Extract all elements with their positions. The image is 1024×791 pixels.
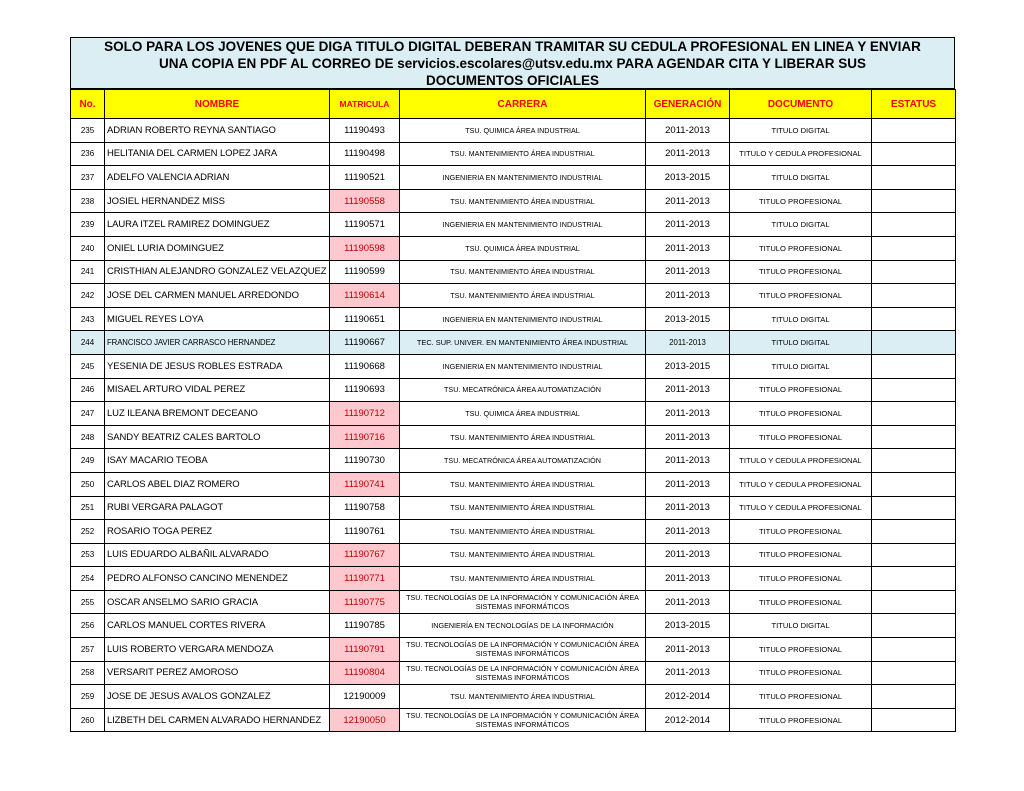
cell-nombre[interactable]: JOSE DEL CARMEN MANUEL ARREDONDO (105, 284, 330, 308)
cell-nombre[interactable]: ADRIAN ROBERTO REYNA SANTIAGO (105, 119, 330, 143)
table-row[interactable] (71, 543, 956, 567)
cell-documento[interactable]: TITULO DIGITAL (730, 166, 872, 190)
cell-generacion[interactable]: 2011-2013 (646, 638, 730, 662)
cell-no[interactable]: 258 (71, 661, 105, 685)
cell-matricula[interactable]: 11190693 (330, 378, 400, 402)
cell-no[interactable]: 242 (71, 284, 105, 308)
cell-generacion[interactable]: 2011-2013 (646, 402, 730, 426)
cell-no[interactable]: 246 (71, 378, 105, 402)
cell-documento[interactable]: TITULO PROFESIONAL (730, 543, 872, 567)
cell-generacion[interactable]: 2011-2013 (646, 496, 730, 520)
cell-estatus[interactable] (872, 236, 956, 260)
cell-matricula[interactable]: 11190712 (330, 402, 400, 426)
cell-generacion[interactable]: 2011-2013 (646, 142, 730, 166)
cell-no[interactable]: 247 (71, 402, 105, 426)
cell-generacion[interactable]: 2011-2013 (646, 213, 730, 237)
cell-carrera[interactable]: TSU. MANTENIMIENTO ÁREA INDUSTRIAL (400, 284, 646, 308)
cell-no[interactable]: 237 (71, 166, 105, 190)
cell-documento[interactable]: TITULO PROFESIONAL (730, 284, 872, 308)
cell-matricula[interactable]: 11190558 (330, 189, 400, 213)
cell-documento[interactable]: TITULO PROFESIONAL (730, 378, 872, 402)
cell-carrera[interactable]: TSU. MANTENIMIENTO ÁREA INDUSTRIAL (400, 685, 646, 709)
table-row[interactable] (71, 708, 956, 732)
cell-documento[interactable]: TITULO PROFESIONAL (730, 402, 872, 426)
cell-matricula[interactable]: 11190761 (330, 520, 400, 544)
cell-matricula[interactable]: 11190791 (330, 638, 400, 662)
cell-carrera[interactable]: INGENIERIA EN MANTENIMIENTO INDUSTRIAL (400, 307, 646, 331)
table-row[interactable] (71, 638, 956, 662)
cell-nombre[interactable]: JOSIEL HERNANDEZ MISS (105, 189, 330, 213)
cell-documento[interactable]: TITULO Y CEDULA PROFESIONAL (730, 142, 872, 166)
cell-no[interactable]: 253 (71, 543, 105, 567)
cell-estatus[interactable] (872, 472, 956, 496)
cell-generacion[interactable]: 2011-2013 (646, 543, 730, 567)
cell-carrera[interactable]: INGENIERIA EN MANTENIMIENTO INDUSTRIAL (400, 166, 646, 190)
cell-carrera[interactable]: TSU. TECNOLOGÍAS DE LA INFORMACIÓN Y COMUNICACIÓN ÁREA SISTEMAS INFORMÁTICOS (400, 590, 646, 614)
cell-documento[interactable]: TITULO PROFESIONAL (730, 708, 872, 732)
cell-matricula[interactable]: 11190804 (330, 661, 400, 685)
cell-estatus[interactable] (872, 402, 956, 426)
cell-matricula[interactable]: 11190785 (330, 614, 400, 638)
cell-estatus[interactable] (872, 142, 956, 166)
table-row[interactable] (71, 260, 956, 284)
table-row[interactable] (71, 284, 956, 308)
cell-estatus[interactable] (872, 567, 956, 591)
cell-carrera[interactable]: TSU. QUIMICA ÁREA INDUSTRIAL (400, 236, 646, 260)
table-row[interactable] (71, 425, 956, 449)
cell-nombre[interactable]: CARLOS MANUEL CORTES RIVERA (105, 614, 330, 638)
cell-matricula[interactable]: 12190009 (330, 685, 400, 709)
cell-estatus[interactable] (872, 520, 956, 544)
cell-nombre[interactable]: LUIS ROBERTO VERGARA MENDOZA (105, 638, 330, 662)
table-row[interactable] (71, 119, 956, 143)
cell-matricula[interactable]: 11190493 (330, 119, 400, 143)
cell-no[interactable]: 256 (71, 614, 105, 638)
cell-matricula[interactable]: 11190741 (330, 472, 400, 496)
notice-banner (70, 37, 955, 89)
table-row[interactable] (71, 378, 956, 402)
cell-generacion[interactable]: 2013-2015 (646, 166, 730, 190)
cell-no[interactable]: 255 (71, 590, 105, 614)
cell-no[interactable]: 251 (71, 496, 105, 520)
cell-documento[interactable]: TITULO Y CEDULA PROFESIONAL (730, 496, 872, 520)
table-row[interactable] (71, 567, 956, 591)
cell-nombre[interactable]: SANDY BEATRIZ CALES BARTOLO (105, 425, 330, 449)
header-generacion[interactable]: GENERACIÓN (646, 90, 730, 119)
cell-nombre[interactable]: PEDRO ALFONSO CANCINO MENENDEZ (105, 567, 330, 591)
cell-nombre[interactable]: HELITANIA DEL CARMEN LOPEZ JARA (105, 142, 330, 166)
table-row[interactable] (71, 166, 956, 190)
cell-documento[interactable]: TITULO DIGITAL (730, 213, 872, 237)
cell-estatus[interactable] (872, 496, 956, 520)
table-body (71, 119, 956, 732)
cell-no[interactable]: 235 (71, 119, 105, 143)
cell-nombre[interactable]: LUZ ILEANA BREMONT DECEANO (105, 402, 330, 426)
cell-generacion[interactable]: 2013-2015 (646, 354, 730, 378)
cell-generacion[interactable]: 2012-2014 (646, 708, 730, 732)
cell-carrera[interactable]: TSU. QUIMICA ÁREA INDUSTRIAL (400, 119, 646, 143)
cell-carrera[interactable]: INGENIERÍA EN TECNOLOGÍAS DE LA INFORMACIÓN (400, 614, 646, 638)
cell-carrera[interactable]: TSU. QUIMICA ÁREA INDUSTRIAL (400, 402, 646, 426)
cell-documento[interactable]: TITULO PROFESIONAL (730, 567, 872, 591)
cell-carrera[interactable]: TEC. SUP. UNIVER. EN MANTENIMIENTO ÁREA INDUSTRIAL (400, 331, 646, 355)
cell-matricula[interactable]: 11190716 (330, 425, 400, 449)
cell-estatus[interactable] (872, 425, 956, 449)
cell-documento[interactable]: TITULO DIGITAL (730, 614, 872, 638)
cell-estatus[interactable] (872, 166, 956, 190)
cell-nombre[interactable]: VERSARIT PEREZ AMOROSO (105, 661, 330, 685)
cell-no[interactable]: 244 (71, 331, 105, 355)
cell-estatus[interactable] (872, 614, 956, 638)
cell-documento[interactable]: TITULO PROFESIONAL (730, 236, 872, 260)
cell-carrera[interactable]: TSU. MANTENIMIENTO ÁREA INDUSTRIAL (400, 496, 646, 520)
cell-estatus[interactable] (872, 119, 956, 143)
cell-generacion[interactable]: 2012-2014 (646, 685, 730, 709)
table-row[interactable] (71, 685, 956, 709)
cell-no[interactable]: 236 (71, 142, 105, 166)
cell-carrera[interactable]: TSU. MANTENIMIENTO ÁREA INDUSTRIAL (400, 425, 646, 449)
table-row[interactable] (71, 331, 956, 355)
cell-estatus[interactable] (872, 354, 956, 378)
cell-documento[interactable]: TITULO PROFESIONAL (730, 590, 872, 614)
table-row[interactable] (71, 472, 956, 496)
cell-estatus[interactable] (872, 685, 956, 709)
cell-nombre[interactable]: CRISTHIAN ALEJANDRO GONZALEZ VELAZQUEZ (105, 260, 330, 284)
header-no[interactable]: No. (71, 90, 105, 119)
cell-carrera[interactable]: INGENIERIA EN MANTENIMIENTO INDUSTRIAL (400, 213, 646, 237)
cell-estatus[interactable] (872, 543, 956, 567)
cell-carrera[interactable]: TSU. MANTENIMIENTO ÁREA INDUSTRIAL (400, 543, 646, 567)
table-row[interactable] (71, 520, 956, 544)
cell-matricula[interactable]: 11190598 (330, 236, 400, 260)
cell-matricula[interactable]: 11190498 (330, 142, 400, 166)
cell-estatus[interactable] (872, 260, 956, 284)
cell-nombre[interactable]: OSCAR ANSELMO SARIO GRACIA (105, 590, 330, 614)
cell-estatus[interactable] (872, 638, 956, 662)
cell-no[interactable]: 245 (71, 354, 105, 378)
cell-documento[interactable]: TITULO Y CEDULA PROFESIONAL (730, 472, 872, 496)
cell-estatus[interactable] (872, 331, 956, 355)
cell-nombre[interactable]: ROSARIO TOGA PEREZ (105, 520, 330, 544)
cell-generacion[interactable]: 2011-2013 (646, 661, 730, 685)
cell-nombre[interactable]: ONIEL LURIA DOMINGUEZ (105, 236, 330, 260)
cell-no[interactable]: 239 (71, 213, 105, 237)
cell-generacion[interactable]: 2011-2013 (646, 590, 730, 614)
header-row (71, 90, 956, 119)
cell-documento[interactable]: TITULO DIGITAL (730, 119, 872, 143)
table-row[interactable] (71, 307, 956, 331)
cell-no[interactable]: 260 (71, 708, 105, 732)
spreadsheet (70, 37, 955, 732)
cell-estatus[interactable] (872, 590, 956, 614)
cell-generacion[interactable]: 2011-2013 (646, 331, 730, 355)
cell-carrera[interactable]: TSU. MECATRÓNICA ÁREA AUTOMATIZACIÓN (400, 378, 646, 402)
students-table (70, 89, 956, 732)
cell-carrera[interactable]: INGENIERIA EN MANTENIMIENTO INDUSTRIAL (400, 354, 646, 378)
cell-estatus[interactable] (872, 189, 956, 213)
header-nombre[interactable]: NOMBRE (105, 90, 330, 119)
cell-documento[interactable]: TITULO PROFESIONAL (730, 425, 872, 449)
cell-no[interactable]: 243 (71, 307, 105, 331)
cell-matricula[interactable]: 11190599 (330, 260, 400, 284)
cell-nombre[interactable]: CARLOS ABEL DIAZ ROMERO (105, 472, 330, 496)
cell-generacion[interactable]: 2013-2015 (646, 614, 730, 638)
cell-documento[interactable]: TITULO PROFESIONAL (730, 520, 872, 544)
cell-nombre[interactable]: JOSE DE JESUS AVALOS GONZALEZ (105, 685, 330, 709)
cell-carrera[interactable]: TSU. TECNOLOGÍAS DE LA INFORMACIÓN Y COMUNICACIÓN ÁREA SISTEMAS INFORMÁTICOS (400, 638, 646, 662)
cell-carrera[interactable]: TSU. MANTENIMIENTO ÁREA INDUSTRIAL (400, 189, 646, 213)
cell-estatus[interactable] (872, 708, 956, 732)
cell-no[interactable]: 240 (71, 236, 105, 260)
cell-documento[interactable]: TITULO DIGITAL (730, 354, 872, 378)
cell-carrera[interactable]: TSU. MANTENIMIENTO ÁREA INDUSTRIAL (400, 260, 646, 284)
cell-nombre[interactable]: FRANCISCO JAVIER CARRASCO HERNANDEZ (105, 331, 330, 355)
cell-carrera[interactable]: TSU. MANTENIMIENTO ÁREA INDUSTRIAL (400, 142, 646, 166)
cell-carrera[interactable]: TSU. MANTENIMIENTO ÁREA INDUSTRIAL (400, 520, 646, 544)
header-carrera[interactable]: CARRERA (400, 90, 646, 119)
cell-generacion[interactable]: 2011-2013 (646, 119, 730, 143)
cell-nombre[interactable]: ISAY MACARIO TEOBA (105, 449, 330, 473)
cell-nombre[interactable]: MIGUEL REYES LOYA (105, 307, 330, 331)
header-documento[interactable]: DOCUMENTO (730, 90, 872, 119)
cell-carrera[interactable]: TSU. TECNOLOGÍAS DE LA INFORMACIÓN Y COMUNICACIÓN ÁREA SISTEMAS INFORMÁTICOS (400, 661, 646, 685)
cell-generacion[interactable]: 2011-2013 (646, 284, 730, 308)
table-row[interactable] (71, 614, 956, 638)
table-row[interactable] (71, 213, 956, 237)
cell-matricula[interactable]: 11190521 (330, 166, 400, 190)
cell-nombre[interactable]: LIZBETH DEL CARMEN ALVARADO HERNANDEZ (105, 708, 330, 732)
cell-carrera[interactable]: TSU. MECATRÓNICA ÁREA AUTOMATIZACIÓN (400, 449, 646, 473)
cell-matricula[interactable]: 11190668 (330, 354, 400, 378)
cell-matricula[interactable]: 11190767 (330, 543, 400, 567)
cell-documento[interactable]: TITULO PROFESIONAL (730, 260, 872, 284)
table-row[interactable] (71, 354, 956, 378)
cell-estatus[interactable] (872, 661, 956, 685)
table-row[interactable] (71, 449, 956, 473)
cell-documento[interactable]: TITULO DIGITAL (730, 307, 872, 331)
cell-matricula[interactable]: 11190571 (330, 213, 400, 237)
cell-nombre[interactable]: RUBI VERGARA PALAGOT (105, 496, 330, 520)
cell-matricula[interactable]: 11190667 (330, 331, 400, 355)
cell-matricula[interactable]: 11190775 (330, 590, 400, 614)
table-row[interactable] (71, 496, 956, 520)
header-matricula[interactable]: MATRICULA (330, 90, 400, 119)
cell-matricula[interactable]: 11190651 (330, 307, 400, 331)
cell-no[interactable]: 250 (71, 472, 105, 496)
cell-matricula[interactable]: 11190771 (330, 567, 400, 591)
cell-no[interactable]: 248 (71, 425, 105, 449)
cell-no[interactable]: 249 (71, 449, 105, 473)
cell-no[interactable]: 252 (71, 520, 105, 544)
cell-generacion[interactable]: 2011-2013 (646, 260, 730, 284)
cell-generacion[interactable]: 2011-2013 (646, 472, 730, 496)
cell-nombre[interactable]: LAURA ITZEL RAMIREZ DOMINGUEZ (105, 213, 330, 237)
cell-estatus[interactable] (872, 284, 956, 308)
cell-carrera[interactable]: TSU. TECNOLOGÍAS DE LA INFORMACIÓN Y COMUNICACIÓN ÁREA SISTEMAS INFORMÁTICOS (400, 708, 646, 732)
table-row[interactable] (71, 590, 956, 614)
cell-generacion[interactable]: 2013-2015 (646, 307, 730, 331)
cell-no[interactable]: 241 (71, 260, 105, 284)
cell-no[interactable]: 257 (71, 638, 105, 662)
cell-matricula[interactable]: 11190614 (330, 284, 400, 308)
table-row[interactable] (71, 189, 956, 213)
cell-matricula[interactable]: 11190730 (330, 449, 400, 473)
table-row[interactable] (71, 142, 956, 166)
cell-nombre[interactable]: LUIS EDUARDO ALBAÑIL ALVARADO (105, 543, 330, 567)
cell-no[interactable]: 238 (71, 189, 105, 213)
table-row[interactable] (71, 236, 956, 260)
cell-no[interactable]: 259 (71, 685, 105, 709)
header-estatus[interactable]: ESTATUS (872, 90, 956, 119)
cell-estatus[interactable] (872, 307, 956, 331)
cell-generacion[interactable]: 2011-2013 (646, 520, 730, 544)
cell-no[interactable]: 254 (71, 567, 105, 591)
notice-line-3: DOCUMENTOS OFICIALES (425, 73, 599, 88)
cell-generacion[interactable]: 2011-2013 (646, 567, 730, 591)
cell-nombre[interactable]: MISAEL ARTURO VIDAL PEREZ (105, 378, 330, 402)
cell-documento[interactable]: TITULO PROFESIONAL (730, 661, 872, 685)
cell-estatus[interactable] (872, 449, 956, 473)
cell-generacion[interactable]: 2011-2013 (646, 378, 730, 402)
notice-line-1: SOLO PARA LOS JOVENES QUE DIGA TITULO DIGITAL DEBERAN TRAMITAR SU CEDULA PROFESIONAL EN LINEA Y ENVIAR (104, 39, 921, 54)
cell-documento[interactable]: TITULO Y CEDULA PROFESIONAL (730, 449, 872, 473)
cell-nombre[interactable]: ADELFO VALENCIA ADRIAN (105, 166, 330, 190)
cell-matricula[interactable]: 11190758 (330, 496, 400, 520)
cell-documento[interactable]: TITULO DIGITAL (730, 331, 872, 355)
cell-matricula[interactable]: 12190050 (330, 708, 400, 732)
cell-estatus[interactable] (872, 213, 956, 237)
cell-carrera[interactable]: TSU. MANTENIMIENTO ÁREA INDUSTRIAL (400, 567, 646, 591)
table-row[interactable] (71, 402, 956, 426)
cell-generacion[interactable]: 2011-2013 (646, 425, 730, 449)
notice-line-2: UNA COPIA EN PDF AL CORREO DE servicios.escolares@utsv.edu.mx PARA AGENDAR CITA Y LIBERAR SUS (158, 56, 867, 71)
cell-nombre[interactable]: YESENIA DE JESUS ROBLES ESTRADA (105, 354, 330, 378)
cell-generacion[interactable]: 2011-2013 (646, 449, 730, 473)
cell-generacion[interactable]: 2011-2013 (646, 236, 730, 260)
cell-carrera[interactable]: TSU. MANTENIMIENTO ÁREA INDUSTRIAL (400, 472, 646, 496)
cell-documento[interactable]: TITULO PROFESIONAL (730, 685, 872, 709)
table-row[interactable] (71, 661, 956, 685)
cell-estatus[interactable] (872, 378, 956, 402)
cell-generacion[interactable]: 2011-2013 (646, 189, 730, 213)
cell-documento[interactable]: TITULO PROFESIONAL (730, 638, 872, 662)
cell-documento[interactable]: TITULO PROFESIONAL (730, 189, 872, 213)
